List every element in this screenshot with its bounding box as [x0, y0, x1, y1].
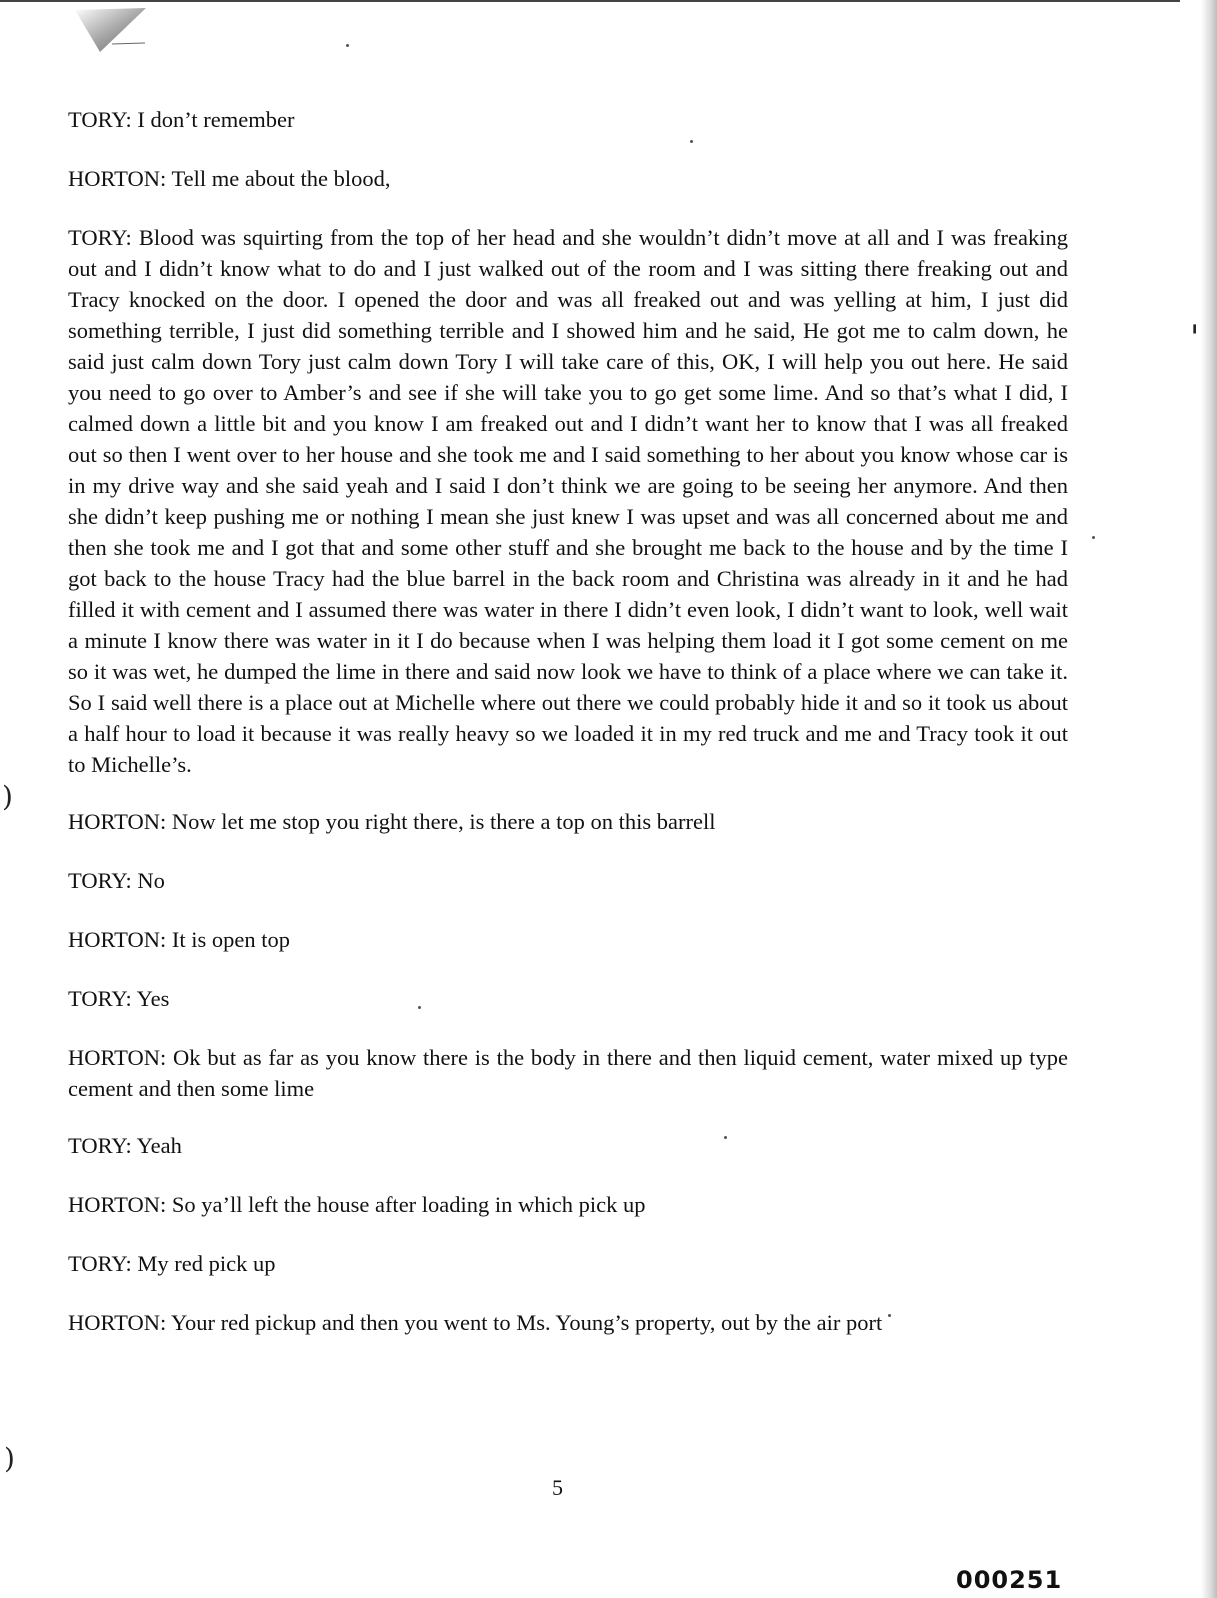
entry-text: Now let me stop you right there, is there a top on this barrell: [171, 809, 716, 834]
margin-bracket-mark: ): [2, 780, 13, 813]
speaker-label: HORTON:: [68, 1045, 167, 1070]
entry-text: Ok but as far as you know there is the body in there and then liquid cement, water mixed up type cement and then some lime: [68, 1045, 1068, 1101]
transcript-entry: [68, 1189, 1068, 1220]
entry-text: Your red pickup and then you went to Ms. Young’s property, out by the air port: [171, 1310, 883, 1335]
transcript-entry: [68, 924, 1068, 955]
transcript-entry: [68, 806, 1068, 837]
staple-corner-mark: [0, 0, 150, 60]
scan-speck: [1092, 536, 1095, 539]
bates-number: 000251: [956, 1566, 1063, 1594]
speaker-label: TORY:: [68, 1251, 132, 1276]
entry-text: I don’t remember: [137, 107, 295, 132]
speaker-label: TORY:: [68, 225, 132, 250]
speaker-label: HORTON:: [68, 1192, 167, 1217]
speaker-label: TORY:: [68, 1133, 132, 1158]
speaker-label: HORTON:: [68, 809, 167, 834]
entry-text: Yes: [136, 986, 170, 1011]
scan-right-edge: [1201, 0, 1217, 1598]
margin-tick-mark: ': [1190, 318, 1200, 358]
speaker-label: HORTON:: [68, 927, 167, 952]
page-number: 5: [552, 1475, 563, 1500]
speaker-label: HORTON:: [68, 166, 167, 191]
entry-text: Yeah: [136, 1133, 182, 1158]
transcript-entry: [68, 1042, 1068, 1104]
speaker-label: HORTON:: [68, 1310, 167, 1335]
scan-speck: [346, 44, 349, 47]
transcript-entry: [68, 104, 1068, 135]
entry-text: So ya’ll left the house after loading in which pick up: [171, 1192, 646, 1217]
transcript-entry: [68, 865, 1068, 896]
speaker-label: TORY:: [68, 986, 132, 1011]
transcript-entry: [68, 222, 1068, 780]
transcript-entry: [68, 1307, 1068, 1338]
entry-text: My red pick up: [137, 1251, 276, 1276]
entry-text: No: [137, 868, 165, 893]
entry-text: Tell me about the blood,: [171, 166, 391, 191]
transcript-entry: [68, 163, 1068, 194]
transcript-entry: [68, 1248, 1068, 1279]
entry-text: It is open top: [171, 927, 290, 952]
speaker-label: TORY:: [68, 868, 132, 893]
entry-text: Blood was squirting from the top of her head and she wouldn’t didn’t move at all and I was freaking out and I didn’t know what to do and I just walked out of the room and I was sitting there freaking out and Tracy knocked on the door. I opened the door and was all freaked out and was yelling at him, I just did something terrible, I just did something terrible and I showed him and he said, He got me to calm down, he said just calm down Tory just calm down Tory I will take care of this, OK, I will help you out here. He said you need to go over to Amber’s and see if she will take you to go get some lime. And so that’s what I did, I calmed down a little bit and you know I am freaked out and I didn’t want her to know that I was all freaked out so then I went over to her house and she took me and I said something to her about you know whose car is in my drive way and she said yeah and I said I don’t think we are going to be seeing her anymore. And then she didn’t keep pushing me or nothing I mean she just knew I was upset and was all concerned about me and then she took me and I got that and some other stuff and she brought me back to the house and by the time I got back to the house Tracy had the blue barrel in the back room and Christina was already in it and he had filled it with cement and I assumed there was water in there I didn’t even look, I didn’t want to look, well wait a minute I know there was water in it I do because when I was helping them load it I got some cement on me so it was wet, he dumped the lime in there and said now look we have to think of a place where we can take it. So I said well there is a place out at Michelle where out there we could probably hide it and so it took us about a half hour to load it because it was really heavy so we loaded it in my red truck and me and Tracy took it out to Michelle’s.: [68, 225, 1069, 777]
speaker-label: TORY:: [68, 107, 132, 132]
transcript-entry: [68, 1130, 1068, 1161]
scan-top-edge: [0, 0, 1180, 2]
margin-bracket-mark: ): [4, 1442, 15, 1475]
transcript-entry: [68, 983, 1068, 1014]
transcript-body: [68, 104, 1068, 1366]
